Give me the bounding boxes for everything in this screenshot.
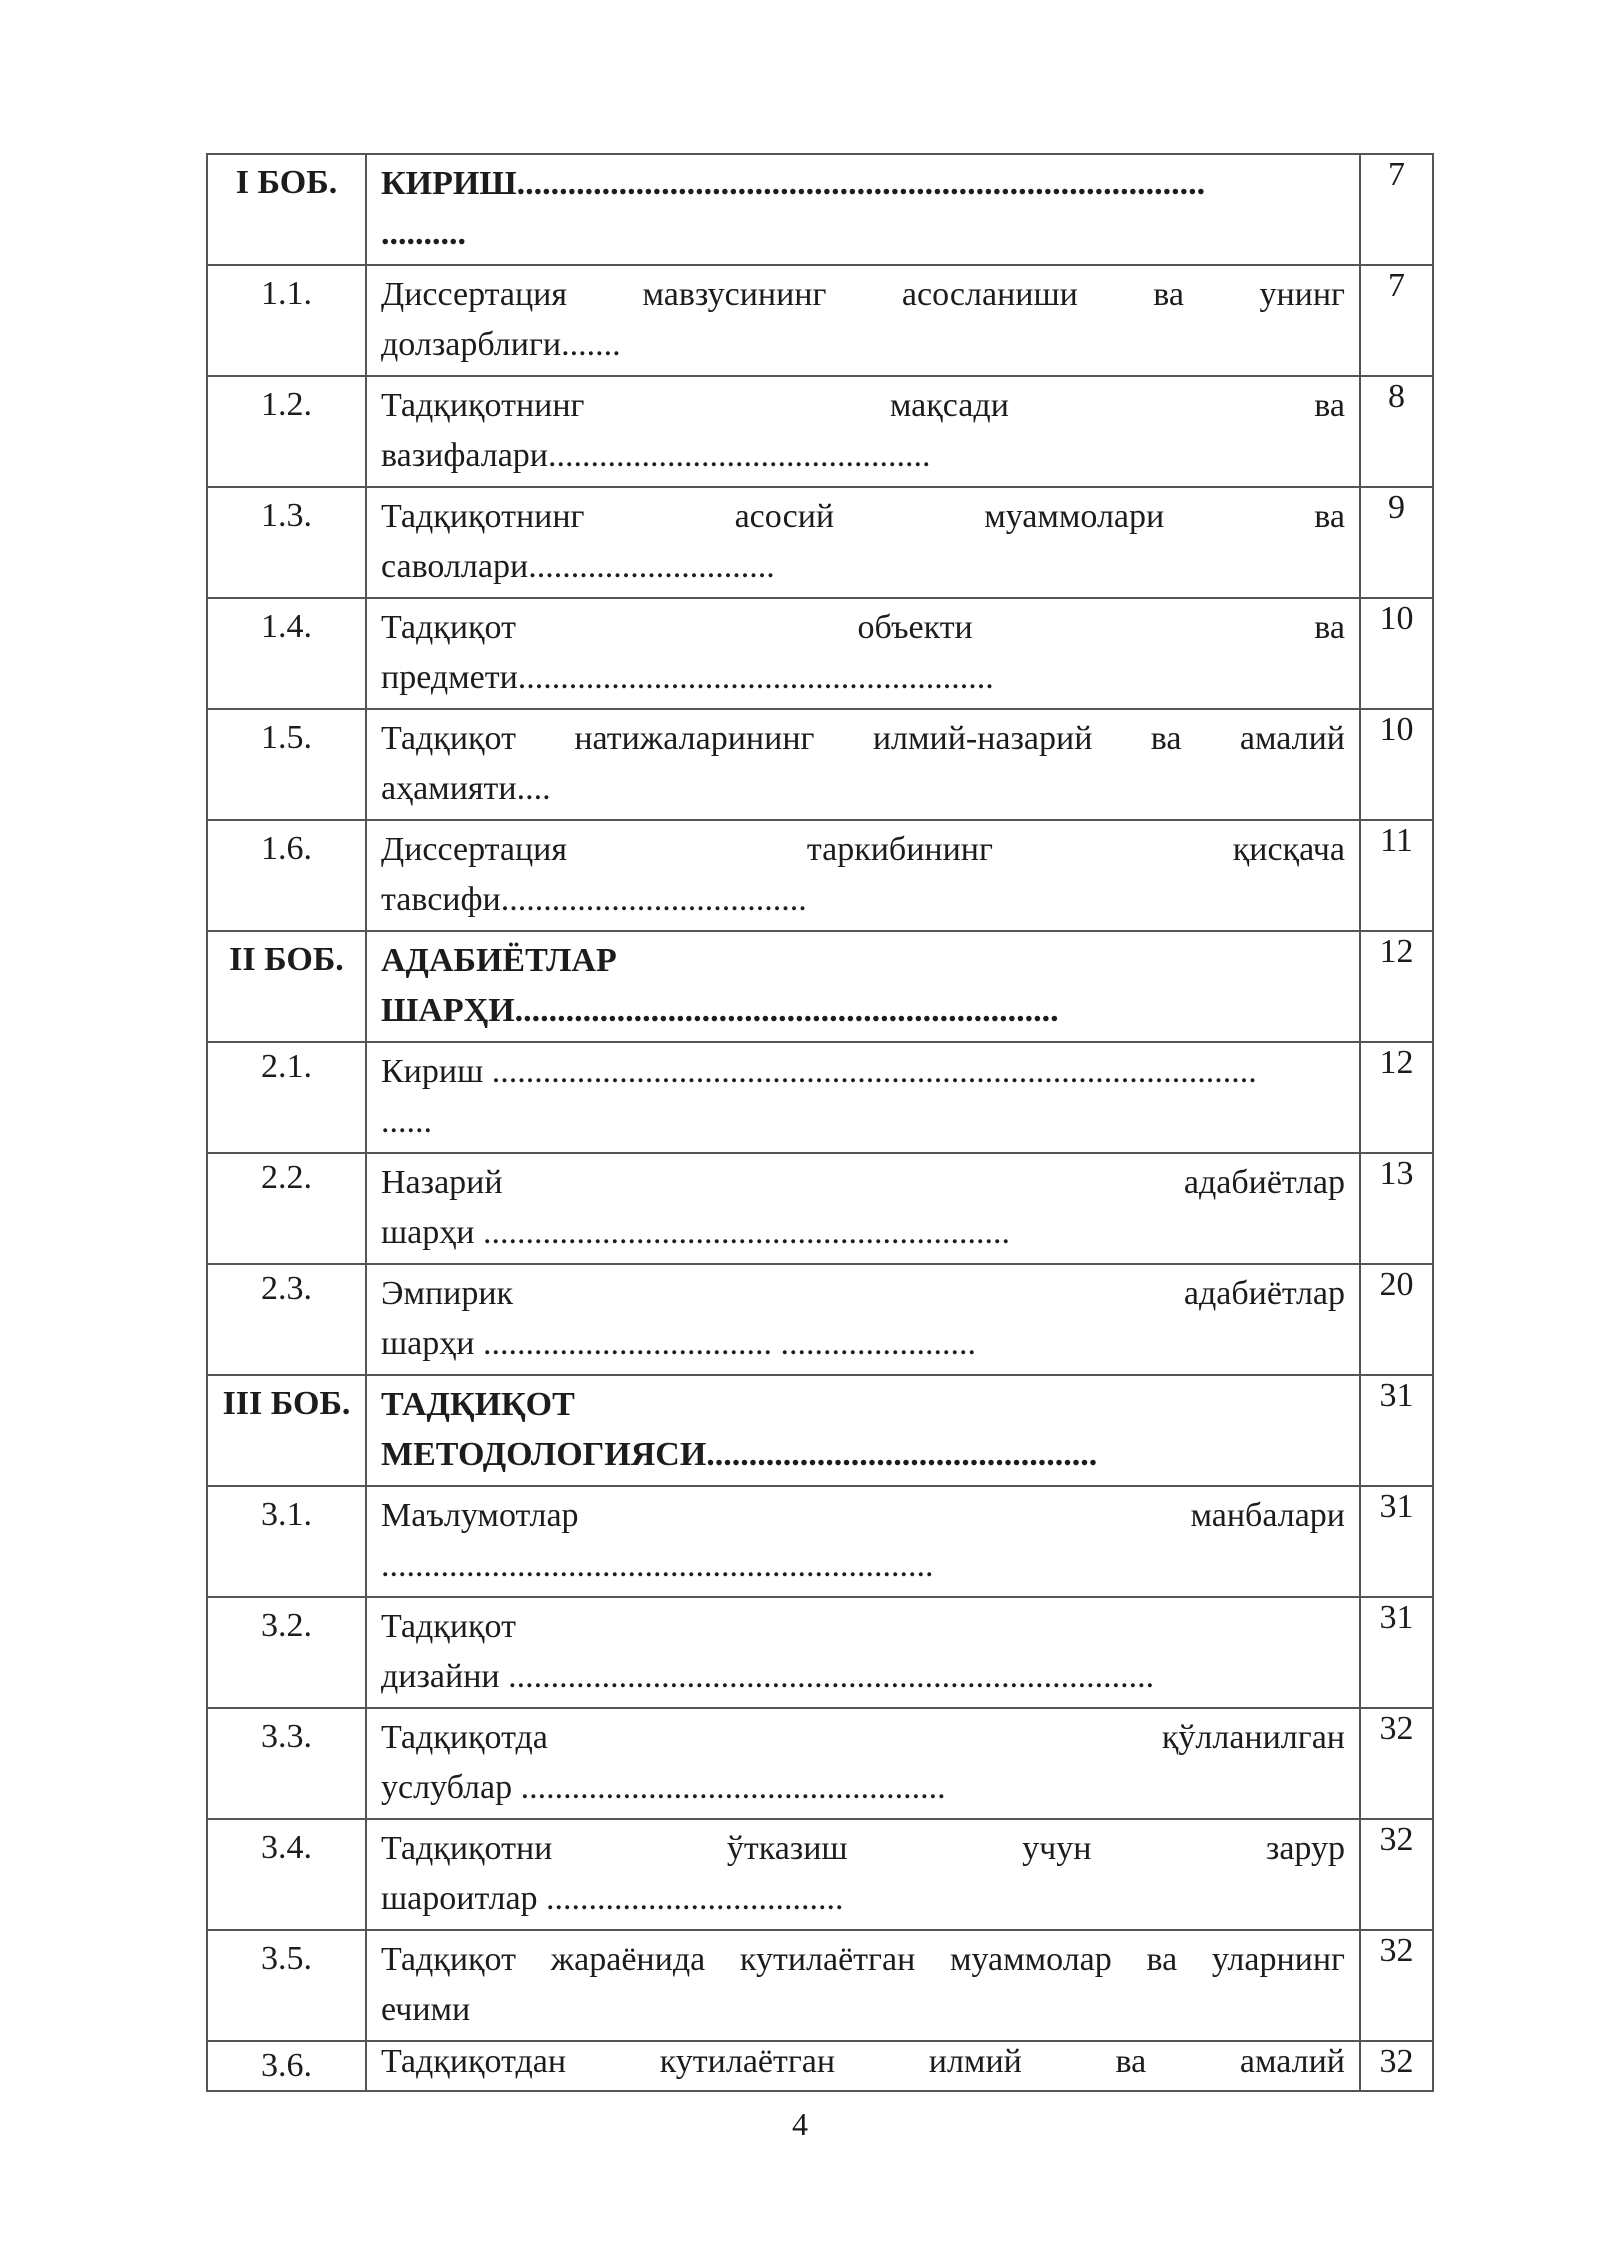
section-title xyxy=(366,1264,1360,1375)
section-title-line: Кириш .......................................................................................... xyxy=(381,1053,1257,1090)
page-ref: 20 xyxy=(1360,1264,1433,1375)
page-ref: 32 xyxy=(1360,2041,1433,2091)
section-title-line: ечими xyxy=(381,1991,471,2028)
section-title-line: Назарий адабиётлар xyxy=(381,1164,1345,1201)
section-title-line: Диссертация таркибининг қисқача xyxy=(381,831,1345,868)
section-title xyxy=(366,265,1360,376)
page-ref: 12 xyxy=(1360,1042,1433,1153)
section-title-line: Тадқиқотдан кутилаётган илмий ва амалий xyxy=(381,2043,1345,2080)
toc-row xyxy=(207,820,1433,931)
section-title-line: МЕТОДОЛОГИЯСИ.............................................. xyxy=(381,1436,1098,1473)
section-title xyxy=(366,1375,1360,1486)
section-title-line: КИРИШ................................................................................. xyxy=(381,165,1206,202)
toc-row xyxy=(207,265,1433,376)
section-title-line: Диссертация мавзусининг асосланиши ва унинг xyxy=(381,276,1345,313)
page-ref: 12 xyxy=(1360,931,1433,1042)
page-ref: 7 xyxy=(1360,265,1433,376)
section-number: 2.3. xyxy=(207,1264,366,1375)
section-number: 3.3. xyxy=(207,1708,366,1819)
toc-row xyxy=(207,2041,1433,2091)
section-title-line: АДАБИЁТЛАР xyxy=(381,942,617,979)
toc-row xyxy=(207,376,1433,487)
page-ref: 31 xyxy=(1360,1375,1433,1486)
section-title xyxy=(366,709,1360,820)
section-number: 2.2. xyxy=(207,1153,366,1264)
section-title-line: Тадқиқот жараёнида кутилаётган муаммолар ва уларнинг xyxy=(381,1941,1345,1978)
section-title-line: ...... xyxy=(381,1103,432,1140)
section-title xyxy=(366,154,1360,265)
page-ref: 32 xyxy=(1360,1708,1433,1819)
section-number: 3.1. xyxy=(207,1486,366,1597)
section-title-line: предмети........................................................ xyxy=(381,659,994,696)
toc-row xyxy=(207,709,1433,820)
section-title-line: Тадқиқотнинг мақсади ва xyxy=(381,387,1345,424)
section-title xyxy=(366,1042,1360,1153)
page-ref: 8 xyxy=(1360,376,1433,487)
section-title-line: Эмпирик адабиётлар xyxy=(381,1275,1345,1312)
page-ref: 31 xyxy=(1360,1486,1433,1597)
section-title-line: ТАДҚИҚОТ xyxy=(381,1386,575,1423)
section-number: 3.2. xyxy=(207,1597,366,1708)
section-title-line: Тадқиқотни ўтказиш учун зарур xyxy=(381,1830,1345,1867)
section-title xyxy=(366,1597,1360,1708)
section-title xyxy=(366,1486,1360,1597)
section-title-line: аҳамияти.... xyxy=(381,770,551,807)
section-title-line: шароитлар ................................... xyxy=(381,1880,844,1917)
section-title xyxy=(366,376,1360,487)
section-title-line: тавсифи.................................... xyxy=(381,881,807,918)
page-ref: 32 xyxy=(1360,1819,1433,1930)
section-number: 3.6. xyxy=(207,2041,366,2091)
toc-row xyxy=(207,1708,1433,1819)
toc-row xyxy=(207,1153,1433,1264)
section-title-line: Тадқиқотнинг асосий муаммолари ва xyxy=(381,498,1345,535)
section-title-line: вазифалари............................................. xyxy=(381,437,931,474)
section-title-line: ................................................................. xyxy=(381,1547,934,1584)
section-title-line: дизайни ............................................................................ xyxy=(381,1658,1155,1695)
section-number: 1.3. xyxy=(207,487,366,598)
toc-row xyxy=(207,1486,1433,1597)
section-title-line: услублар .................................................. xyxy=(381,1769,946,1806)
section-number: 1.2. xyxy=(207,376,366,487)
page-ref: 9 xyxy=(1360,487,1433,598)
section-title-line: Тадқиқот xyxy=(381,1608,516,1645)
section-number: 3.4. xyxy=(207,1819,366,1930)
toc-row xyxy=(207,1264,1433,1375)
section-title-line: долзарблиги....... xyxy=(381,326,621,363)
toc-row xyxy=(207,1597,1433,1708)
toc-row xyxy=(207,1930,1433,2041)
section-number: 2.1. xyxy=(207,1042,366,1153)
page-ref: 10 xyxy=(1360,598,1433,709)
section-title xyxy=(366,1153,1360,1264)
section-title-line: Маълумотлар манбалари xyxy=(381,1497,1345,1534)
section-number: 1.5. xyxy=(207,709,366,820)
section-title xyxy=(366,2041,1360,2091)
section-number: III БОБ. xyxy=(207,1375,366,1486)
section-number: II БОБ. xyxy=(207,931,366,1042)
section-title-line: саволлари............................. xyxy=(381,548,775,585)
section-title xyxy=(366,1930,1360,2041)
toc-row-chapter-2 xyxy=(207,931,1433,1042)
section-title-line: .......... xyxy=(381,215,466,252)
page-ref: 7 xyxy=(1360,154,1433,265)
toc-row-chapter-3 xyxy=(207,1375,1433,1486)
page-ref: 11 xyxy=(1360,820,1433,931)
section-title-line: Тадқиқотда қўлланилган xyxy=(381,1719,1345,1756)
section-title-line: шарҳи .............................................................. xyxy=(381,1214,1010,1251)
page-ref: 32 xyxy=(1360,1930,1433,2041)
section-number: 1.4. xyxy=(207,598,366,709)
section-title xyxy=(366,487,1360,598)
toc-row xyxy=(207,487,1433,598)
toc-row xyxy=(207,598,1433,709)
section-title-line: шарҳи .................................. ....................... xyxy=(381,1325,976,1362)
section-title-line: Тадқиқот объекти ва xyxy=(381,609,1345,646)
section-number: 3.5. xyxy=(207,1930,366,2041)
section-title xyxy=(366,1708,1360,1819)
page-number: 4 xyxy=(792,2106,808,2142)
toc-row xyxy=(207,1042,1433,1153)
section-title xyxy=(366,598,1360,709)
section-title xyxy=(366,820,1360,931)
section-number: 1.6. xyxy=(207,820,366,931)
table-of-contents xyxy=(206,153,1434,2092)
page-ref: 31 xyxy=(1360,1597,1433,1708)
toc-row-chapter-1 xyxy=(207,154,1433,265)
page-ref: 10 xyxy=(1360,709,1433,820)
section-number: 1.1. xyxy=(207,265,366,376)
toc-row xyxy=(207,1819,1433,1930)
page-ref: 13 xyxy=(1360,1153,1433,1264)
section-title xyxy=(366,931,1360,1042)
section-number: I БОБ. xyxy=(207,154,366,265)
section-title-line: ШАРҲИ................................................................ xyxy=(381,992,1059,1029)
section-title-line: Тадқиқот натижаларининг илмий-назарий ва амалий xyxy=(381,720,1345,757)
section-title xyxy=(366,1819,1360,1930)
